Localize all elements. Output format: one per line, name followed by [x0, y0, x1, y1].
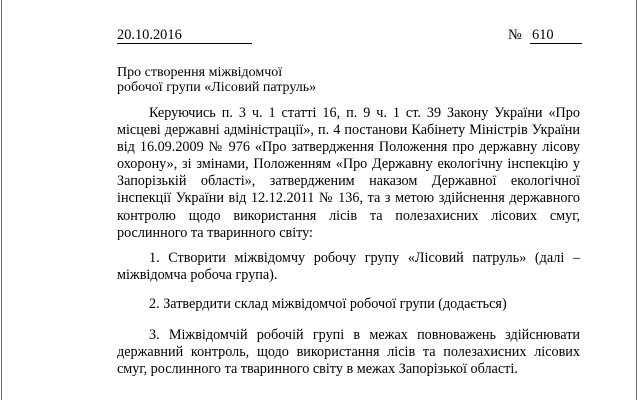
preamble-paragraph: Керуючись п. 3 ч. 1 статті 16, п. 9 ч. 1 ст. 39 Закону України «Про місцеві державні адміністрації», п. 4 постанови Кабінету Міністрів України від 16.09.2009 № 976 «Про затвердження Положення про державну лісову охорону», зі змінами, Положенням «Про Державну екологічну інспекцію у Запорізькій області», затвердженим наказом Державної екологічної інспекції України від 12.12.2011 № 136, та з метою здійснення державного контролю щодо використання лісів та полезахисних лісових смуг, рослинного та тваринного світу: [117, 105, 580, 241]
document-date: 20.10.2016 [117, 28, 252, 44]
page-left-edge [1, 0, 2, 400]
document-title-line-1: Про створення міжвідомчої [117, 65, 283, 80]
resolution-item-2: 2. Затвердити склад міжвідомчої робочої групи (додається) [149, 296, 507, 312]
resolution-item-1: 1. Створити міжвідомчу робочу групу «Лісовий патруль» (далі – міжвідомча робоча група). [117, 250, 580, 283]
document-number-label: № [508, 27, 522, 43]
page-right-edge [636, 0, 637, 400]
document-title-line-2: робочої групи «Лісовий патруль» [117, 80, 317, 95]
resolution-item-3: 3. Міжвідомчій робочій групі в межах повноважень здійснювати державний контроль, щодо використання лісів та полезахисних лісових смуг, рослинного та тваринного світу в межах Запорізької області. [117, 327, 580, 377]
document-number: 610 [530, 28, 582, 44]
document-title [117, 65, 316, 95]
